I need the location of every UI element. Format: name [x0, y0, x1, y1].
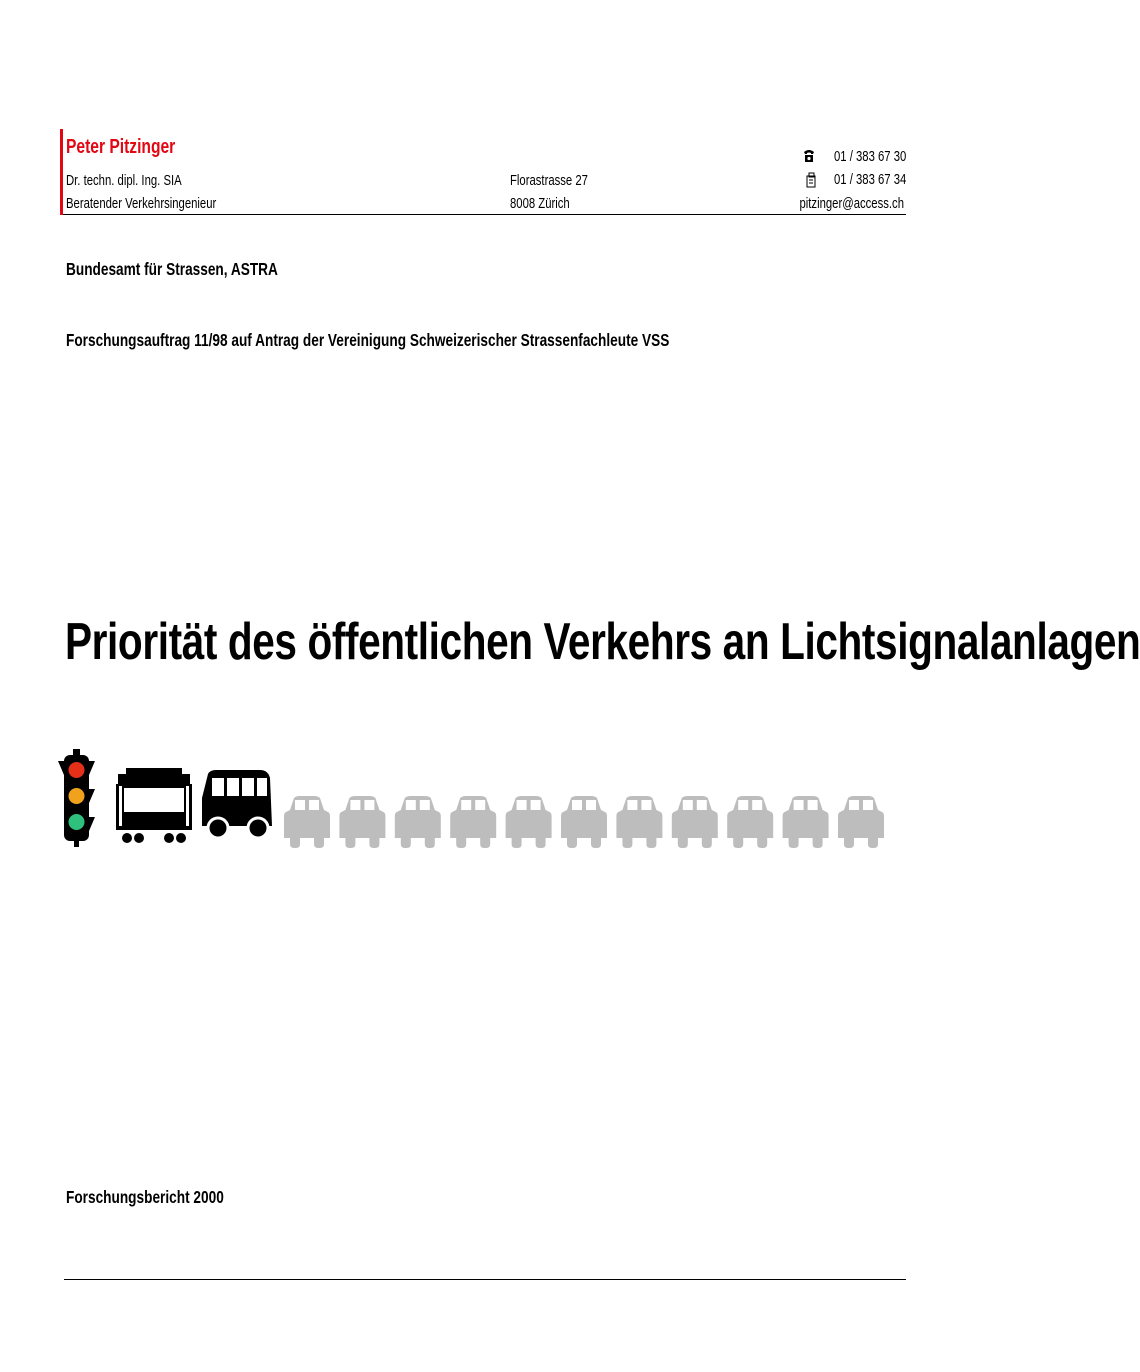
car-icon — [672, 796, 718, 848]
letterhead-divider — [63, 214, 906, 215]
author-degree: Dr. techn. dipl. Ing. SIA — [66, 173, 182, 189]
phone-number: 01 / 383 67 30 — [834, 149, 907, 165]
car-icon — [339, 796, 385, 848]
report-title: Priorität des öffentlichen Verkehrs an Lichtsignalanlagen — [65, 613, 1140, 671]
vehicle-queue — [114, 768, 884, 852]
footer-divider — [64, 1279, 906, 1280]
car-icon — [727, 796, 773, 848]
fax-icon — [806, 172, 816, 188]
address-city: 8008 Zürich — [510, 196, 570, 212]
tram-icon — [116, 768, 192, 843]
car-icon — [506, 796, 552, 848]
car-icon — [450, 796, 496, 848]
telephone-icon — [803, 149, 815, 163]
email-wrapper — [770, 196, 904, 212]
car-icon — [561, 796, 607, 848]
bus-icon — [202, 770, 272, 838]
car-icon — [284, 796, 330, 848]
author-name: Peter Pitzinger — [66, 136, 176, 158]
research-assignment: Forschungsauftrag 11/98 auf Antrag der Vereinigung Schweizerischer Strassenfachleute VSS — [66, 330, 670, 350]
car-icon — [395, 796, 441, 848]
car-row — [284, 796, 884, 848]
address-street: Florastrasse 27 — [510, 173, 588, 189]
traffic-light-icon — [62, 747, 98, 849]
accent-bar — [60, 129, 63, 215]
car-icon — [838, 796, 884, 848]
car-icon — [783, 796, 829, 848]
car-icon — [616, 796, 662, 848]
email-address[interactable]: pitzinger@access.ch — [799, 196, 904, 212]
report-type-label: Forschungsbericht 2000 — [66, 1187, 224, 1207]
client-name: Bundesamt für Strassen, ASTRA — [66, 259, 278, 279]
author-role: Beratender Verkehrsingenieur — [66, 196, 217, 212]
fax-number: 01 / 383 67 34 — [834, 172, 907, 188]
